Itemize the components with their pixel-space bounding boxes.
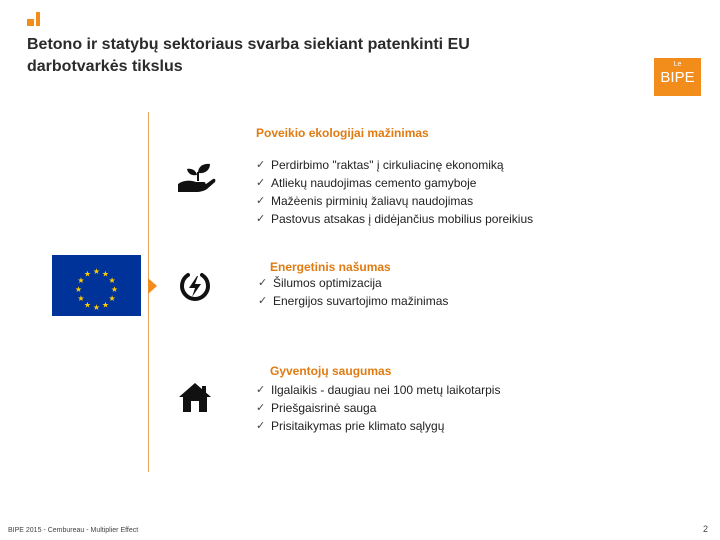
logo-name: BIPE xyxy=(660,69,695,86)
bipe-logo xyxy=(654,58,701,96)
list-item: ✓ Ilgalaikis - daugiau nei 100 metų laikotarpis xyxy=(256,383,501,397)
page-title-line-2: darbotvarkės tikslus xyxy=(27,58,183,75)
check-icon: ✓ xyxy=(256,195,266,207)
svg-text:★: ★ xyxy=(77,294,85,303)
house-icon xyxy=(178,380,212,414)
power-bolt-icon xyxy=(177,268,213,304)
svg-text:★: ★ xyxy=(77,276,85,285)
list-item: ✓ Mažėenis pirminių žaliavų naudojimas xyxy=(256,194,474,208)
svg-text:★: ★ xyxy=(101,269,110,279)
bullet-list-energy xyxy=(258,274,448,310)
pointer-arrow-icon xyxy=(148,278,157,294)
hand-plant-icon xyxy=(176,160,216,194)
bullet-list-safety xyxy=(256,381,500,435)
logo-prefix: Le xyxy=(673,61,682,68)
check-icon: ✓ xyxy=(256,159,266,171)
list-item: ✓ Energijos suvartojimo mažinimas xyxy=(258,294,449,308)
list-item: ✓ Perdirbimo "raktas" į cirkuliacinę ekonomiką xyxy=(256,158,504,172)
list-item: ✓ Šilumos optimizacija xyxy=(258,276,382,290)
svg-text:★: ★ xyxy=(74,285,83,294)
page-title-line-1: Betono ir statybų sektoriaus svarba siekiant patenkinti EU xyxy=(27,36,470,53)
check-icon: ✓ xyxy=(256,213,266,225)
check-icon: ✓ xyxy=(258,295,268,307)
footer-source: BIPE 2015 - Cembureau - Multiplier Effect xyxy=(8,527,139,534)
check-icon: ✓ xyxy=(256,402,266,414)
list-item: ✓ Atliekų naudojimas cemento gamyboje xyxy=(256,176,477,190)
list-item: ✓ Pastovus atsakas į didėjančius mobilius poreikius xyxy=(256,212,534,226)
page-number: 2 xyxy=(703,524,709,534)
check-icon: ✓ xyxy=(256,420,266,432)
list-item: ✓ Priešgaisrinė sauga xyxy=(256,401,377,415)
svg-text:★: ★ xyxy=(110,285,119,294)
bullet-list-ecology xyxy=(256,156,533,228)
section-title-safety: Gyventojų saugumas xyxy=(270,364,392,378)
svg-text:★: ★ xyxy=(83,269,92,279)
list-item: ✓ Prisitaikymas prie klimato sąlygų xyxy=(256,419,445,433)
brand-mark-icon xyxy=(27,10,41,26)
section-title-ecology: Poveikio ekologijai mažinimas xyxy=(256,126,429,140)
check-icon: ✓ xyxy=(256,177,266,189)
check-icon: ✓ xyxy=(256,384,266,396)
svg-text:★: ★ xyxy=(108,276,116,285)
page-title xyxy=(27,34,587,78)
svg-text:★: ★ xyxy=(92,267,101,276)
svg-text:★: ★ xyxy=(92,303,101,312)
svg-text:★: ★ xyxy=(108,294,116,303)
svg-text:★: ★ xyxy=(101,300,110,310)
section-title-energy: Energetinis našumas xyxy=(270,260,391,274)
eu-flag-icon xyxy=(52,255,141,316)
svg-text:★: ★ xyxy=(83,300,92,310)
check-icon: ✓ xyxy=(258,277,268,289)
